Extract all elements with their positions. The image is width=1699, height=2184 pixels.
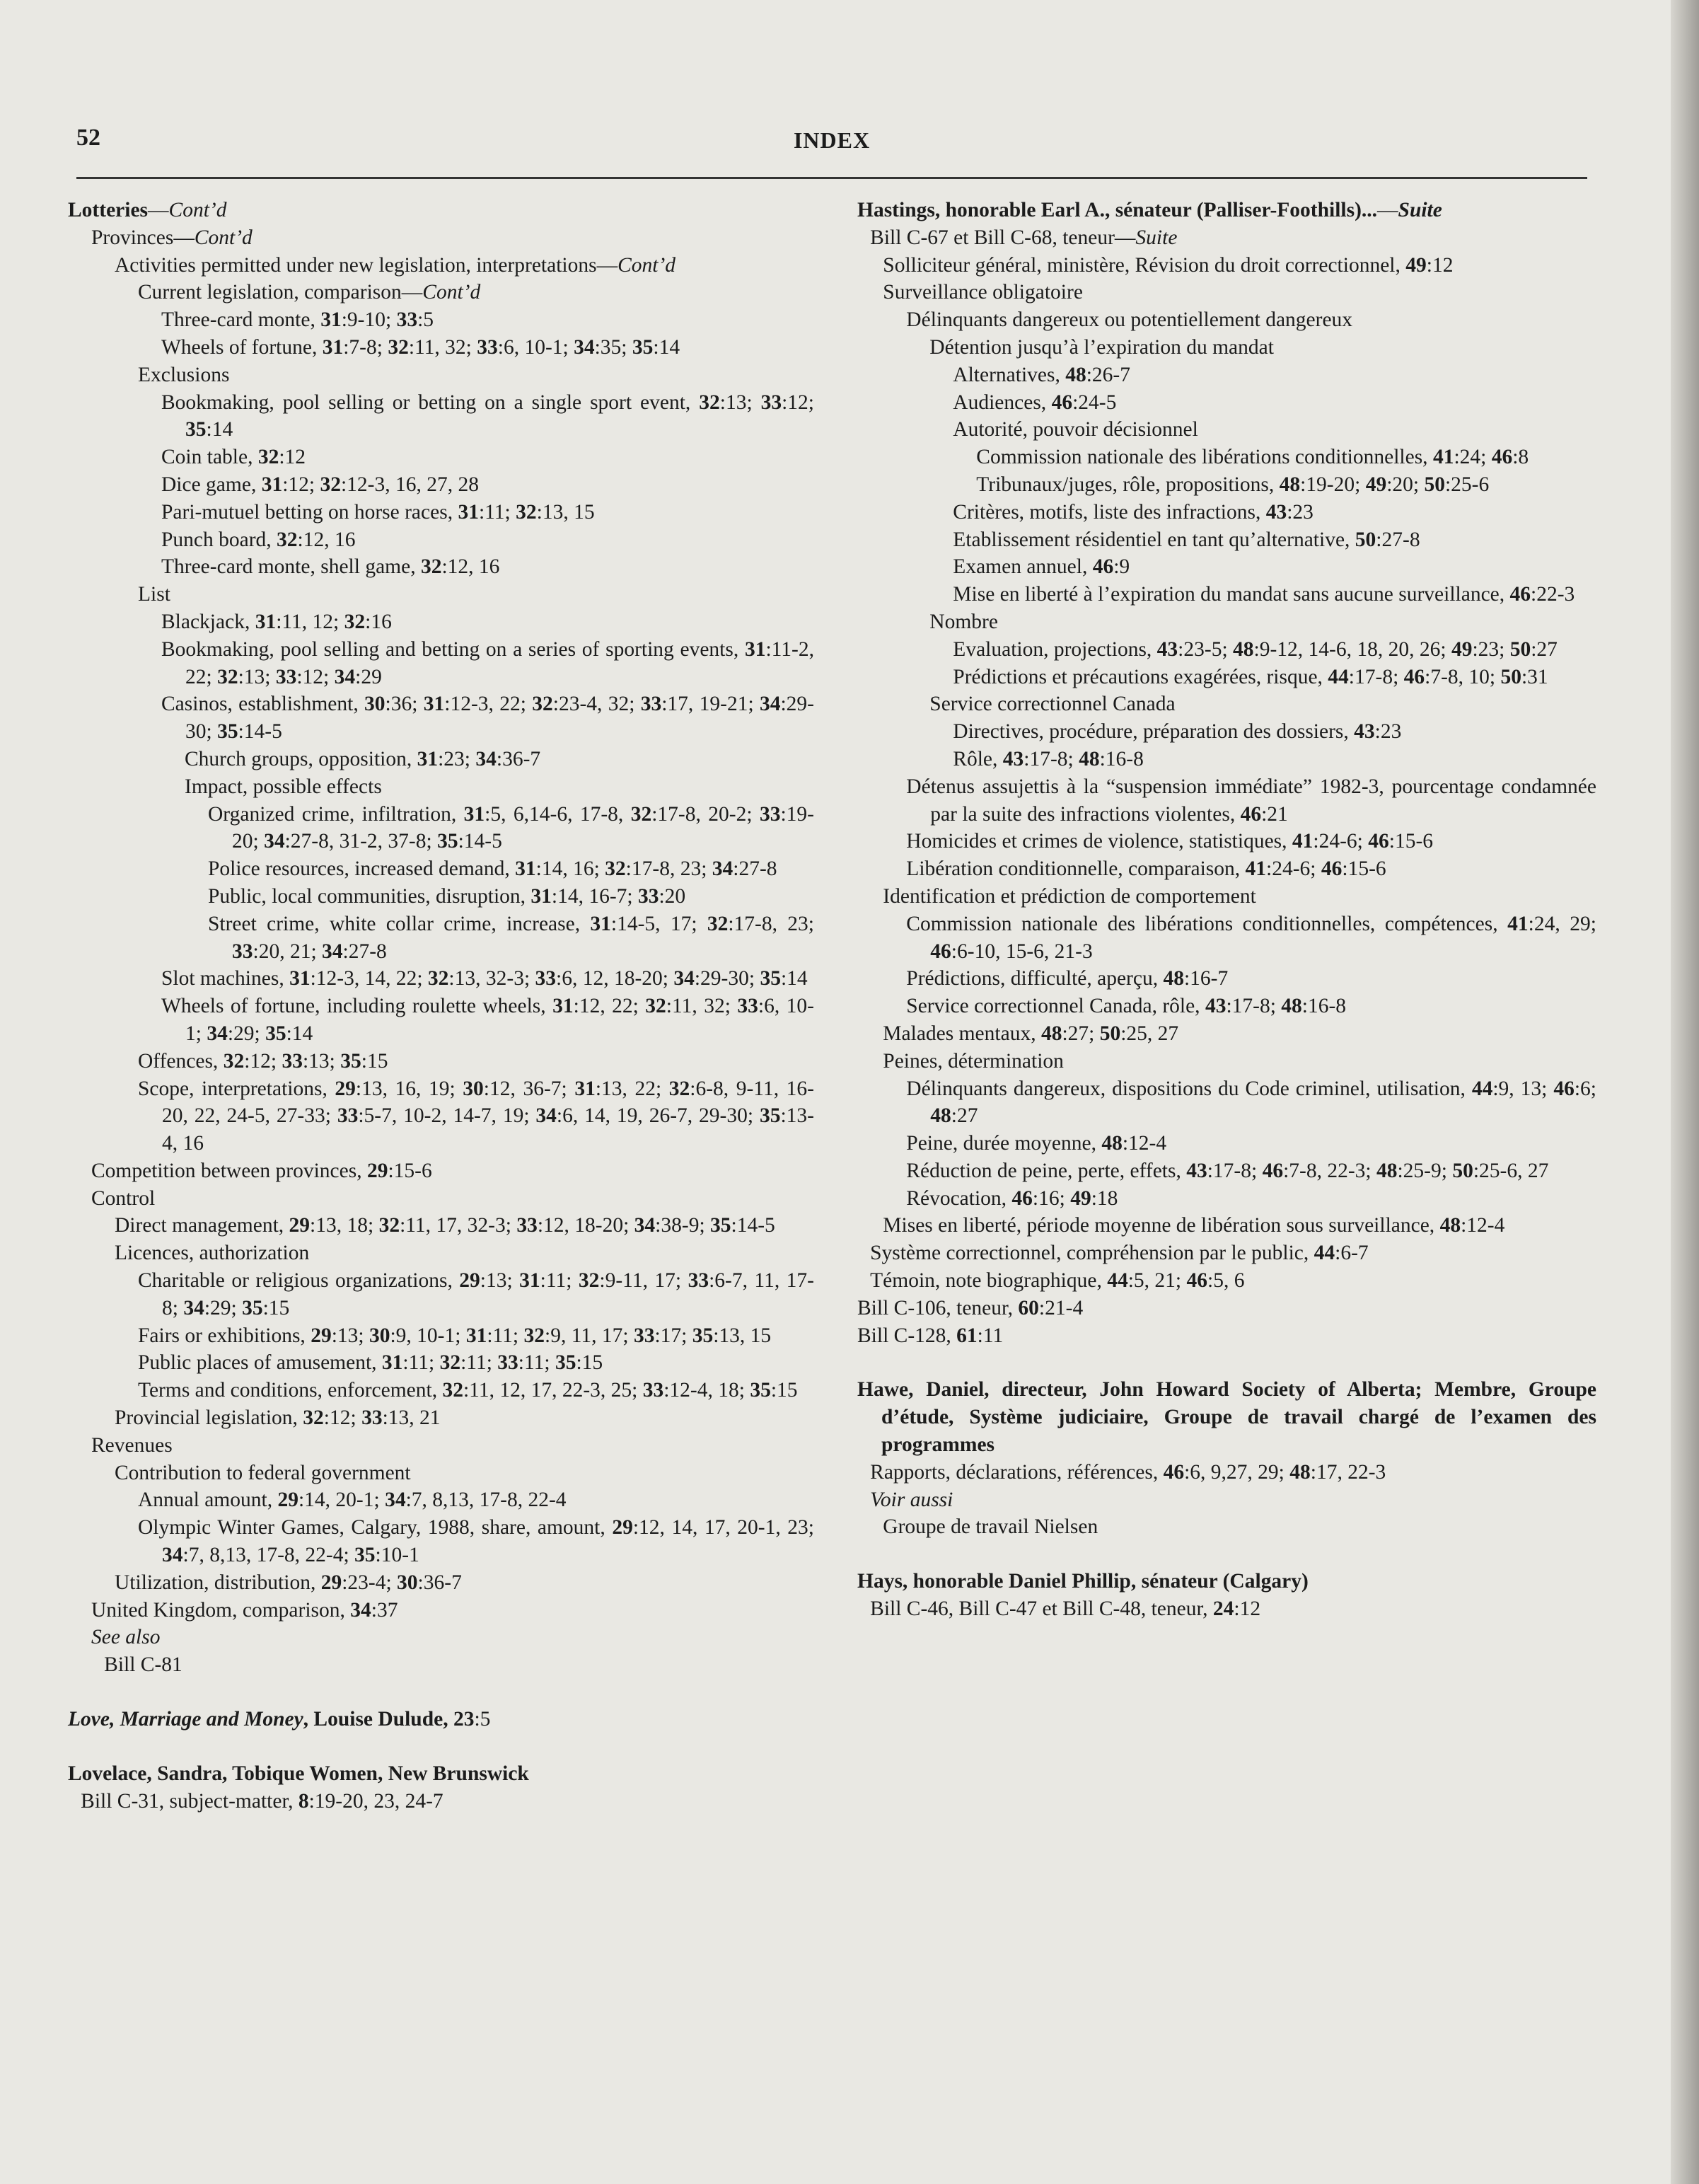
index-entry: Révocation, 46:16; 49:18 [906,1186,1118,1210]
index-entry: Church groups, opposition, 31:23; 34:36-7 [185,747,541,770]
index-entry: Provincial legislation, 32:12; 33:13, 21 [115,1406,441,1430]
index-entry: Délinquants dangereux, dispositions du Code criminel, utilisation, 44:9, 13; 46:6; 48:27 [906,1077,1596,1128]
index-entry: Charitable or religious organizations, 29:13; 31:11; 32:9-11, 17; 33:6-7, 11, 17-8; 34:29; 35:15 [138,1269,814,1319]
page-title: INDEX [793,127,871,153]
index-entry: Three-card monte, 31:9-10; 33:5 [161,308,434,332]
index-entry: Critères, motifs, liste des infractions, 43:23 [953,500,1314,524]
index-entry: Pari-mutuel betting on horse races, 31:11; 32:13, 15 [161,500,595,524]
index-heading-entry: Lovelace, Sandra, Tobique Women, New Brunswick [68,1762,529,1785]
index-entry: Solliciteur général, ministère, Révision du droit correctionnel, 49:12 [883,253,1454,277]
index-entry: Utilization, distribution, 29:23-4; 30:36-7 [115,1571,462,1594]
index-entry: Fairs or exhibitions, 29:13; 30:9, 10-1; 31:11; 32:9, 11, 17; 33:17; 35:13, 15 [138,1324,772,1347]
index-entry: Blackjack, 31:11, 12; 32:16 [161,610,392,633]
index-entry: Hastings, honorable Earl A., sénateur (Palliser-Foothills)...—Suite [857,199,1442,221]
index-entry: Détention jusqu’à l’expiration du mandat [929,335,1274,359]
index-entry: Offences, 32:12; 33:13; 35:15 [138,1049,388,1073]
index-entry: Lotteries—Cont’d [68,199,227,221]
index-entry: Wheels of fortune, 31:7-8; 32:11, 32; 33:6, 10-1; 34:35; 35:14 [161,335,680,359]
index-entry: Evaluation, projections, 43:23-5; 48:9-12, 14-6, 18, 20, 26; 49:23; 50:27 [953,637,1558,661]
index-entry: Commission nationale des libérations conditionnelles, compétences, 41:24, 29; 46:6-10, 15-6, 21-3 [906,912,1596,963]
index-entry: Public, local communities, disruption, 31:14, 16-7; 33:20 [208,884,686,908]
index-entry: Police resources, increased demand, 31:14, 16; 32:17-8, 23; 34:27-8 [208,857,777,881]
index-entry: Activities permitted under new legislation, interpretations—Cont’d [115,253,676,277]
index-entry: Bill C-31, subject-matter, 8:19-20, 23, 24-7 [81,1789,443,1813]
index-heading-entry: Hays, honorable Daniel Phillip, sénateur (Calgary) [857,1570,1309,1593]
page-header [76,125,1587,156]
index-entry: Bookmaking, pool selling or betting on a single sport event, 32:13; 33:12; 35:14 [161,391,815,441]
index-entry: Public places of amusement, 31:11; 32:11; 33:11; 35:15 [138,1351,603,1375]
index-entry: Service correctionnel Canada, rôle, 43:17-8; 48:16-8 [906,995,1347,1018]
index-entry: Bill C-128, 61:11 [857,1324,1004,1347]
index-entry: Rapports, déclarations, références, 46:6, 9,27, 29; 48:17, 22-3 [870,1460,1386,1484]
index-entry: Audiences, 46:24-5 [953,391,1117,414]
index-entry: Peine, durée moyenne, 48:12-4 [906,1132,1167,1155]
index-entry: Olympic Winter Games, Calgary, 1988, share, amount, 29:12, 14, 17, 20-1, 23; 34:7, 8,13, 17-8, 22-4; 35:10-1 [138,1516,814,1567]
index-entry: Direct management, 29:13, 18; 32:11, 17, 32-3; 33:12, 18-20; 34:38-9; 35:14-5 [115,1214,775,1237]
index-entry: Rôle, 43:17-8; 48:16-8 [953,747,1144,770]
index-entry: Dice game, 31:12; 32:12-3, 16, 27, 28 [161,473,480,496]
index-entry: Commission nationale des libérations conditionnelles, 41:24; 46:8 [976,446,1529,469]
index-entry: Punch board, 32:12, 16 [161,528,356,551]
index-entry: Impact, possible effects [185,775,382,798]
index-entry: Licences, authorization [115,1242,310,1265]
index-entry: Tribunaux/juges, rôle, propositions, 48:19-20; 49:20; 50:25-6 [976,473,1490,496]
index-entry: Prédictions, difficulté, aperçu, 48:16-7 [906,967,1229,990]
index-heading-entry: Hawe, Daniel, directeur, John Howard Society of Alberta; Membre, Groupe d’étude, Système judiciaire, Groupe de travail chargé de l’examen des programmes [857,1378,1596,1457]
index-entry: Bill C-81 [104,1653,182,1677]
index-entry: Bill C-67 et Bill C-68, teneur—Suite [870,226,1178,249]
index-entry: Nombre [929,610,998,633]
index-entry: Identification et prédiction de comportement [883,884,1256,908]
index-entry: Système correctionnel, compréhension par le public, 44:6-7 [870,1242,1369,1265]
index-entry: Détenus assujettis à la “suspension immédiate” 1982-3, pourcentage condamnée par la suite des infractions violentes, 46:21 [906,775,1596,826]
index-entry: Scope, interpretations, 29:13, 16, 19; 30:12, 36-7; 31:13, 22; 32:6-8, 9-11, 16-20, 22, 24-5, 27-33; 33:5-7, 10-2, 14-7, 19; 34:6, 14, 19, 26-7, 29-30; 35:13-4, 16 [138,1077,814,1155]
index-entry: See also [91,1626,161,1649]
index-entry: Service correctionnel Canada [929,693,1176,716]
index-entry: Témoin, note biographique, 44:5, 21; 46:5, 6 [870,1269,1245,1293]
index-entry: Slot machines, 31:12-3, 14, 22; 32:13, 32-3; 33:6, 12, 18-20; 34:29-30; 35:14 [161,967,808,990]
index-entry: Exclusions [138,363,230,386]
index-entry: Wheels of fortune, including roulette wheels, 31:12, 22; 32:11, 32; 33:6, 10-1; 34:29; 35:14 [161,995,814,1045]
index-entry: Libération conditionnelle, comparaison, 41:24-6; 46:15-6 [906,857,1386,881]
index-entry: Délinquants dangereux ou potentiellement dangereux [906,308,1353,332]
index-entry: Surveillance obligatoire [883,281,1083,304]
index-entry: Contribution to federal government [115,1461,411,1484]
index-entry: Peines, détermination [883,1049,1064,1073]
index-entry: Malades mentaux, 48:27; 50:25, 27 [883,1022,1179,1045]
index-entry: Groupe de travail Nielsen [883,1515,1098,1539]
index-entry: Bill C-46, Bill C-47 et Bill C-48, teneur, 24:12 [870,1597,1261,1621]
index-entry: United Kingdom, comparison, 34:37 [91,1598,398,1622]
index-entry: Prédictions et précautions exagérées, risque, 44:17-8; 46:7-8, 10; 50:31 [953,665,1548,688]
index-entry: Bill C-106, teneur, 60:21-4 [857,1296,1084,1319]
index-entry: Current legislation, comparison—Cont’d [138,281,481,304]
index-entry: Réduction de peine, perte, effets, 43:17-8; 46:7-8, 22-3; 48:25-9; 50:25-6, 27 [906,1159,1549,1182]
page-edge-shadow [1671,0,1699,2184]
index-entry: Alternatives, 48:26-7 [953,363,1131,386]
index-entry: Street crime, white collar crime, increase, 31:14-5, 17; 32:17-8, 23; 33:20, 21; 34:27-8 [208,912,814,963]
index-entry: List [138,583,170,606]
index-entry: Mises en liberté, période moyenne de libération sous surveillance, 48:12-4 [883,1214,1505,1237]
index-entry: Bookmaking, pool selling and betting on a series of sporting events, 31:11-2, 22; 32:13; 33:12; 34:29 [161,637,814,688]
index-entry: Organized crime, infiltration, 31:5, 6,14-6, 17-8, 32:17-8, 20-2; 33:19-20; 34:27-8, 31-2, 37-8; 35:14-5 [208,802,815,853]
index-entry: Casinos, establishment, 30:36; 31:12-3, 22; 32:23-4, 32; 33:17, 19-21; 34:29-30; 35:14-5 [161,693,814,744]
index-column-right [857,197,1596,1623]
index-entry: Control [91,1186,156,1210]
index-entry: Autorité, pouvoir décisionnel [953,418,1198,441]
index-heading-entry: Love, Marriage and Money, Louise Dulude, 23:5 [68,1708,491,1731]
index-entry: Revenues [91,1433,173,1457]
index-entry: Voir aussi [870,1488,953,1511]
index-entry: Directives, procédure, préparation des dossiers, 43:23 [953,720,1402,744]
index-entry: Mise en liberté à l’expiration du mandat sans aucune surveillance, 46:22-3 [953,583,1575,606]
index-entry: Terms and conditions, enforcement, 32:11, 12, 17, 22-3, 25; 33:12-4, 18; 35:15 [138,1379,798,1402]
page-number: 52 [76,125,100,151]
index-column-left [68,197,814,1815]
index-entry: Competition between provinces, 29:15-6 [91,1159,432,1182]
index-entry: Provinces—Cont’d [91,226,253,249]
index-entry: Three-card monte, shell game, 32:12, 16 [161,555,500,579]
header-rule [76,177,1587,179]
index-entry: Homicides et crimes de violence, statistiques, 41:24-6; 46:15-6 [906,830,1434,853]
index-entry: Annual amount, 29:14, 20-1; 34:7, 8,13, 17-8, 22-4 [138,1489,567,1512]
index-entry: Coin table, 32:12 [161,446,306,469]
index-entry: Examen annuel, 46:9 [953,555,1130,579]
index-entry: Etablissement résidentiel en tant qu’alternative, 50:27-8 [953,528,1420,551]
